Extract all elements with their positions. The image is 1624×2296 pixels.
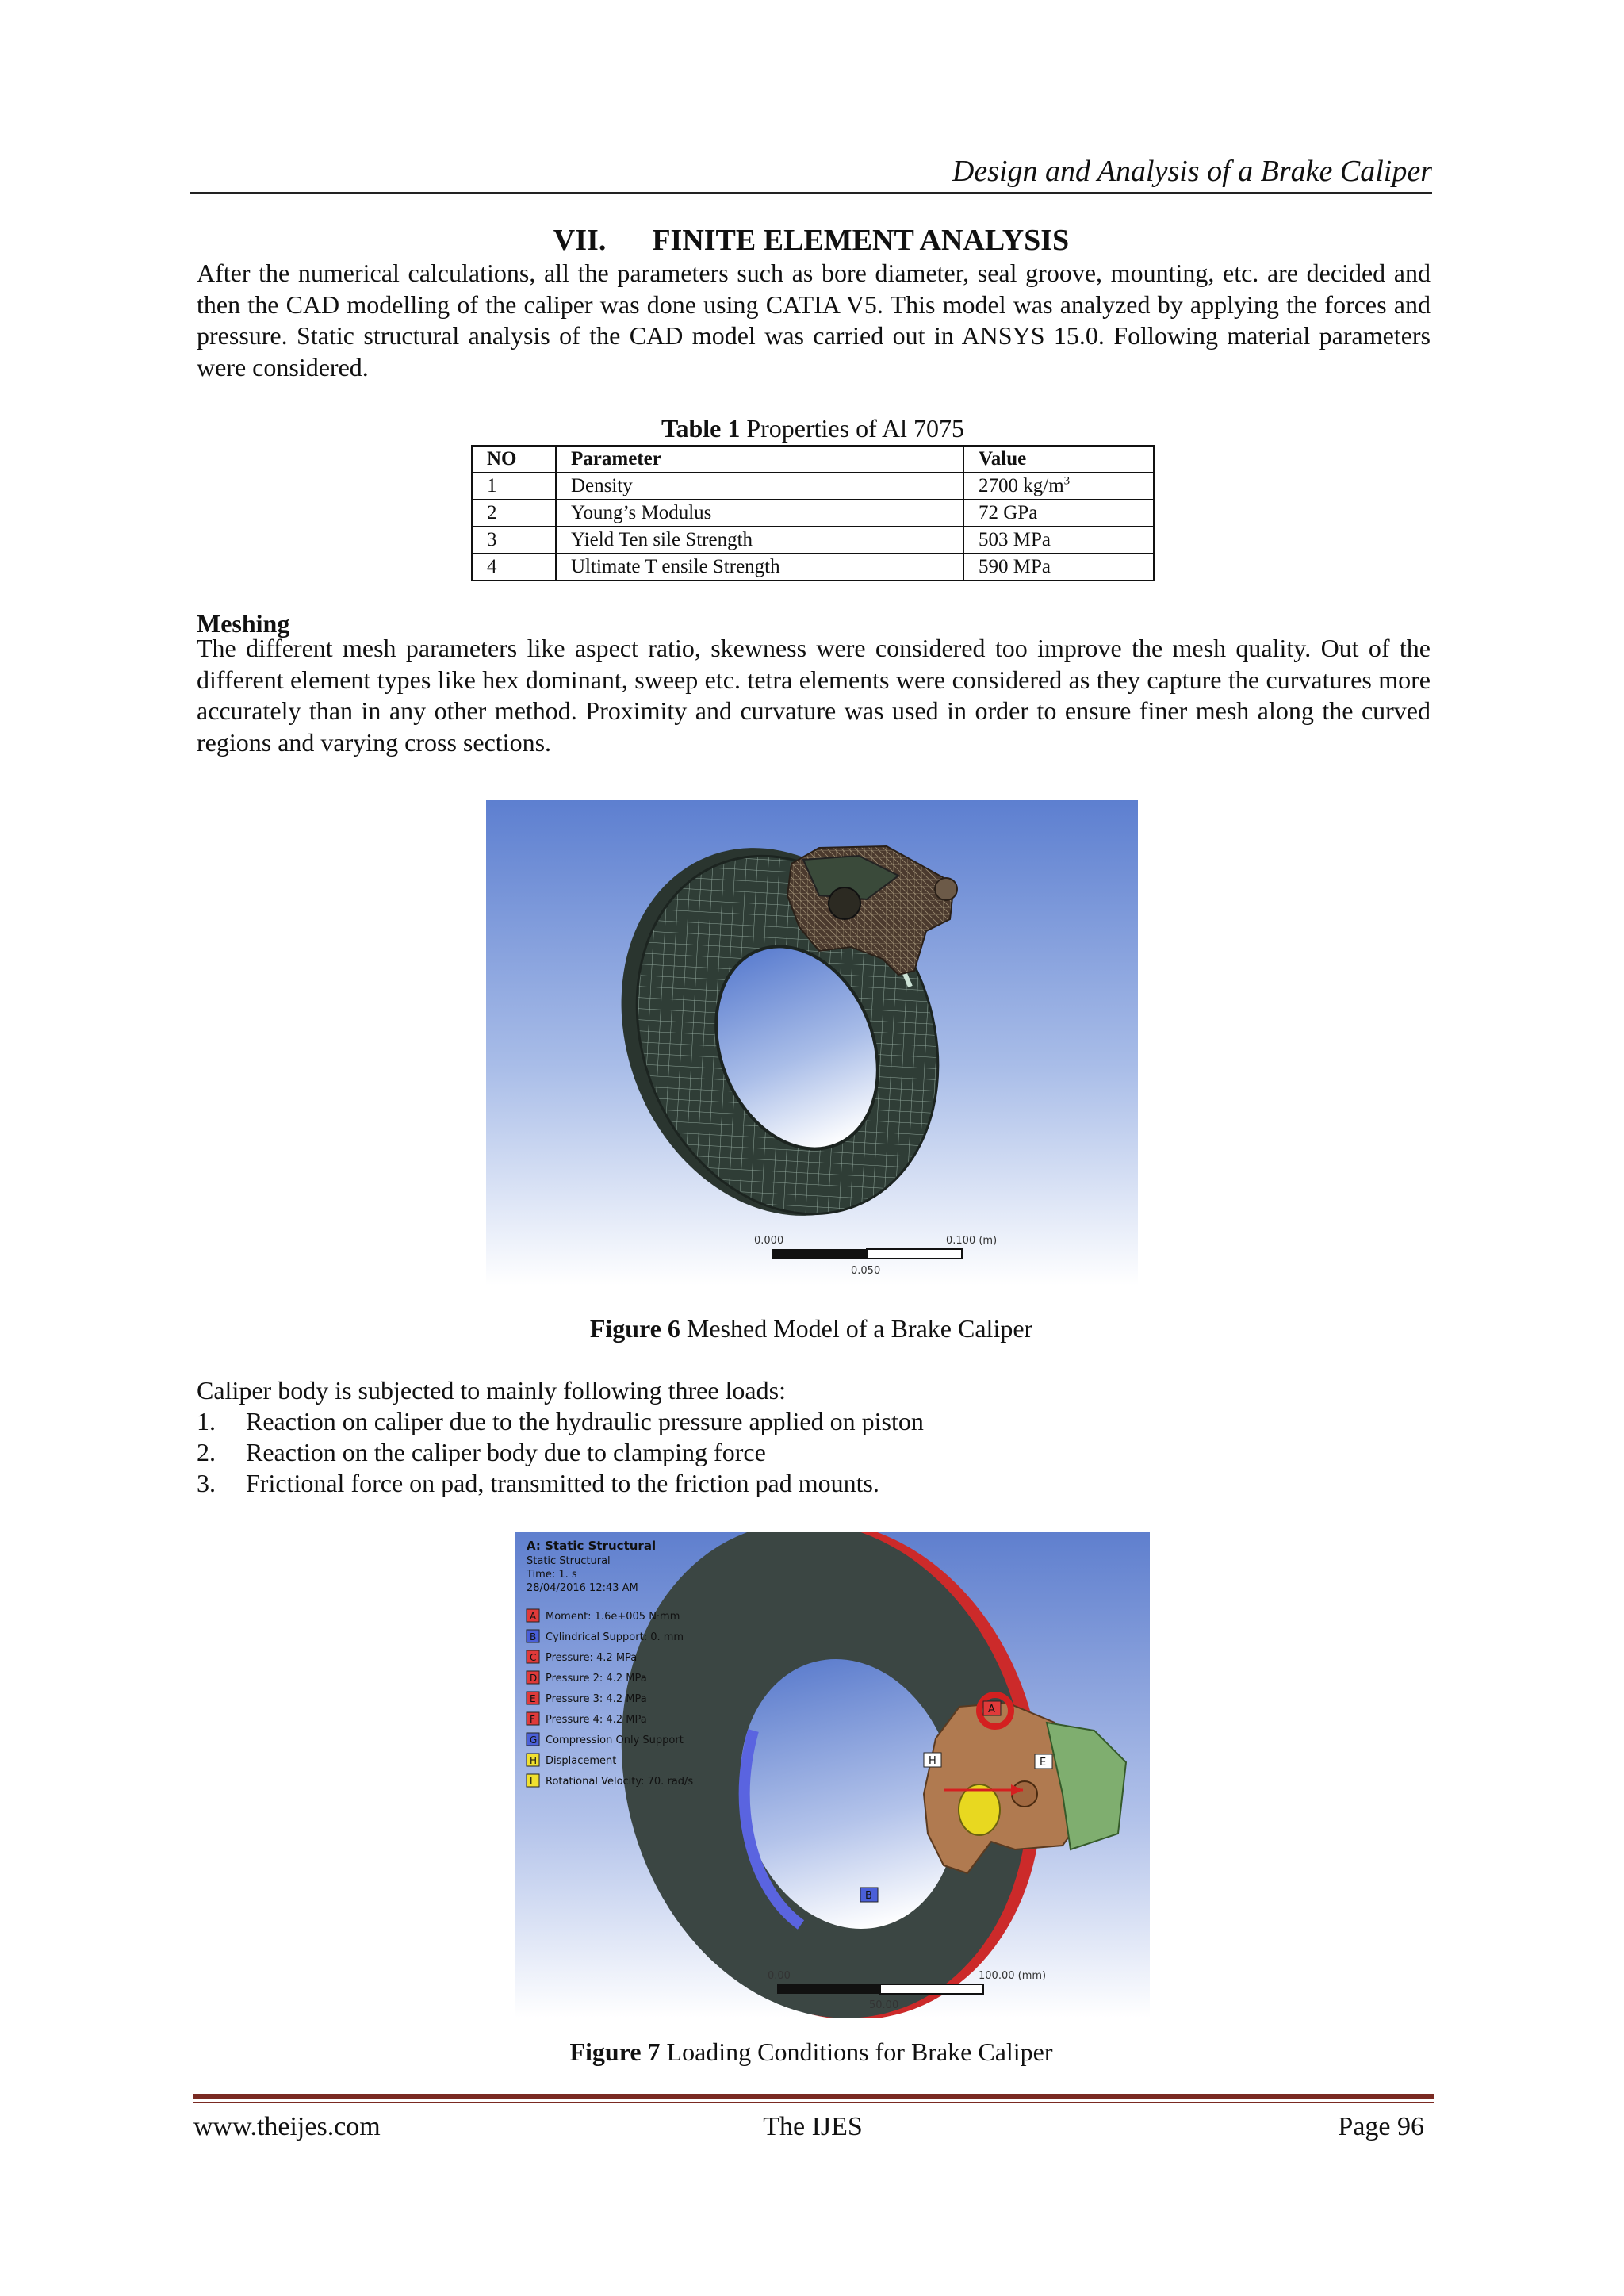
legend-label: Pressure 3: 4.2 MPa — [546, 1693, 647, 1705]
list-text: Reaction on caliper due to the hydraulic pressure applied on piston — [246, 1407, 924, 1435]
figure-7-image — [515, 1532, 1150, 2018]
properties-table — [471, 445, 1155, 581]
legend-key: E — [530, 1693, 536, 1704]
panel-line: 28/04/2016 12:43 AM — [527, 1582, 638, 1594]
loads-intro: Caliper body is subjected to mainly following three loads: — [197, 1376, 786, 1405]
scale-label-max: 100.00 (mm) — [979, 1970, 1047, 1982]
header-rule — [190, 192, 1432, 194]
load-marker-label: B — [865, 1890, 872, 1902]
legend-swatch — [527, 1774, 539, 1787]
footer-journal: The IJES — [763, 2112, 863, 2141]
table-cell: 503 MPa — [963, 527, 1154, 554]
loads-list — [197, 1406, 924, 1499]
section-title — [190, 222, 1432, 259]
table-cell: Yield Ten sile Strength — [556, 527, 963, 554]
table-cell — [963, 473, 1154, 500]
table-caption-text: Properties of Al 7075 — [740, 414, 964, 443]
running-head: Design and Analysis of a Brake Caliper — [952, 155, 1432, 188]
scale-label-mid: 50.00 — [869, 1999, 899, 2011]
legend-key: D — [530, 1673, 538, 1684]
table-cell: 590 MPa — [963, 554, 1154, 581]
list-number: 2. — [197, 1438, 216, 1466]
load-marker-label: H — [929, 1755, 936, 1767]
legend-label: Moment: 1.6e+005 N·mm — [546, 1611, 680, 1623]
legend-label: Pressure: 4.2 MPa — [546, 1652, 638, 1664]
list-number: 1. — [197, 1407, 216, 1435]
density-exponent: 3 — [1063, 474, 1071, 488]
table-header-cell: NO — [472, 446, 556, 473]
legend-label: Rotational Velocity: 70. rad/s — [546, 1776, 694, 1788]
figure-6-image — [486, 800, 1138, 1286]
legend-label: Displacement — [546, 1755, 617, 1767]
meshed-model-graphic — [486, 800, 1138, 1286]
table-row — [472, 527, 1154, 554]
figure-6-label: Figure 6 — [589, 1314, 680, 1343]
meshing-heading: Meshing — [197, 609, 290, 638]
table-caption-label: Table 1 — [661, 414, 741, 443]
table-cell: Young’s Modulus — [556, 500, 963, 527]
table-cell: 2 — [472, 500, 556, 527]
table-row — [472, 554, 1154, 581]
legend-key: C — [530, 1652, 537, 1663]
table-cell: Density — [556, 473, 963, 500]
panel-line: Static Structural — [527, 1555, 611, 1567]
figure-7-label: Figure 7 — [569, 2037, 661, 2066]
legend-label: Cylindrical Support: 0. mm — [546, 1631, 684, 1643]
figure-6-text: Meshed Model of a Brake Caliper — [680, 1314, 1033, 1343]
footer-page: Page 96 — [1338, 2112, 1424, 2141]
footer-rule-thin — [193, 2102, 1434, 2103]
density-value: 2700 kg/m — [979, 475, 1064, 496]
figure-6-caption — [190, 1313, 1432, 1344]
list-item — [197, 1468, 924, 1499]
list-item — [197, 1437, 924, 1468]
footer-url: www.theijes.com — [193, 2112, 381, 2141]
section-heading: FINITE ELEMENT ANALYSIS — [652, 224, 1070, 257]
intro-paragraph: After the numerical calculations, all the parameters such as bore diameter, seal groove, mounting, etc. are decided and then the CAD modelling of the caliper was done using CATIA V5. This model was analyzed by applying the forces and pressure. Static structural analysis of the CAD model was carried out in ANSYS 15.0. Following material parameters were considered. — [197, 259, 1431, 381]
list-item — [197, 1406, 924, 1437]
table-row — [472, 473, 1154, 500]
legend-label: Pressure 2: 4.2 MPa — [546, 1673, 647, 1685]
meshing-paragraph: The different mesh parameters like aspect ratio, skewness were considered too improve the mesh quality. Out of the different element types like hex dominant, sweep etc. tetra elements were considered as they capture the curvatures more accurately than in any other method. Proximity and curvature was used in order to ensure finer mesh along the curved regions and varying cross sections. — [197, 634, 1431, 757]
figure-7-caption — [190, 2036, 1432, 2068]
table-caption — [471, 412, 1155, 444]
table-cell: Ultimate T ensile Strength — [556, 554, 963, 581]
figure-7-text: Loading Conditions for Brake Caliper — [660, 2037, 1053, 2066]
table-header-row — [472, 446, 1154, 473]
legend-key: H — [530, 1755, 538, 1766]
loading-conditions-graphic — [515, 1532, 1150, 2018]
footer-rule — [193, 2094, 1434, 2099]
table-cell: 72 GPa — [963, 500, 1154, 527]
legend-label: Compression Only Support — [546, 1734, 684, 1746]
scale-label-min: 0.00 — [768, 1970, 791, 1982]
panel-title: A: Static Structural — [527, 1539, 657, 1553]
table-header-cell: Parameter — [556, 446, 963, 473]
load-marker-label: A — [988, 1704, 995, 1715]
scale-label-min: 0.000 — [754, 1235, 784, 1247]
section-number: VII. — [553, 224, 607, 257]
legend-label: Pressure 4: 4.2 MPa — [546, 1714, 647, 1726]
scale-label-max: 0.100 (m) — [946, 1235, 998, 1247]
legend-key: I — [530, 1776, 533, 1787]
legend-key: F — [530, 1714, 535, 1725]
load-marker-label: E — [1040, 1757, 1047, 1769]
legend-key: B — [530, 1631, 537, 1642]
table-cell: 4 — [472, 554, 556, 581]
list-text: Reaction on the caliper body due to clamping force — [246, 1438, 766, 1466]
list-text: Frictional force on pad, transmitted to the friction pad mounts. — [246, 1469, 879, 1497]
list-number: 3. — [197, 1469, 216, 1497]
table-header-cell: Value — [963, 446, 1154, 473]
table-cell: 1 — [472, 473, 556, 500]
legend-key: A — [530, 1611, 537, 1622]
scale-label-mid: 0.050 — [851, 1265, 881, 1277]
table-cell: 3 — [472, 527, 556, 554]
panel-line: Time: 1. s — [527, 1569, 577, 1581]
table-row — [472, 500, 1154, 527]
legend-key: G — [530, 1734, 538, 1746]
